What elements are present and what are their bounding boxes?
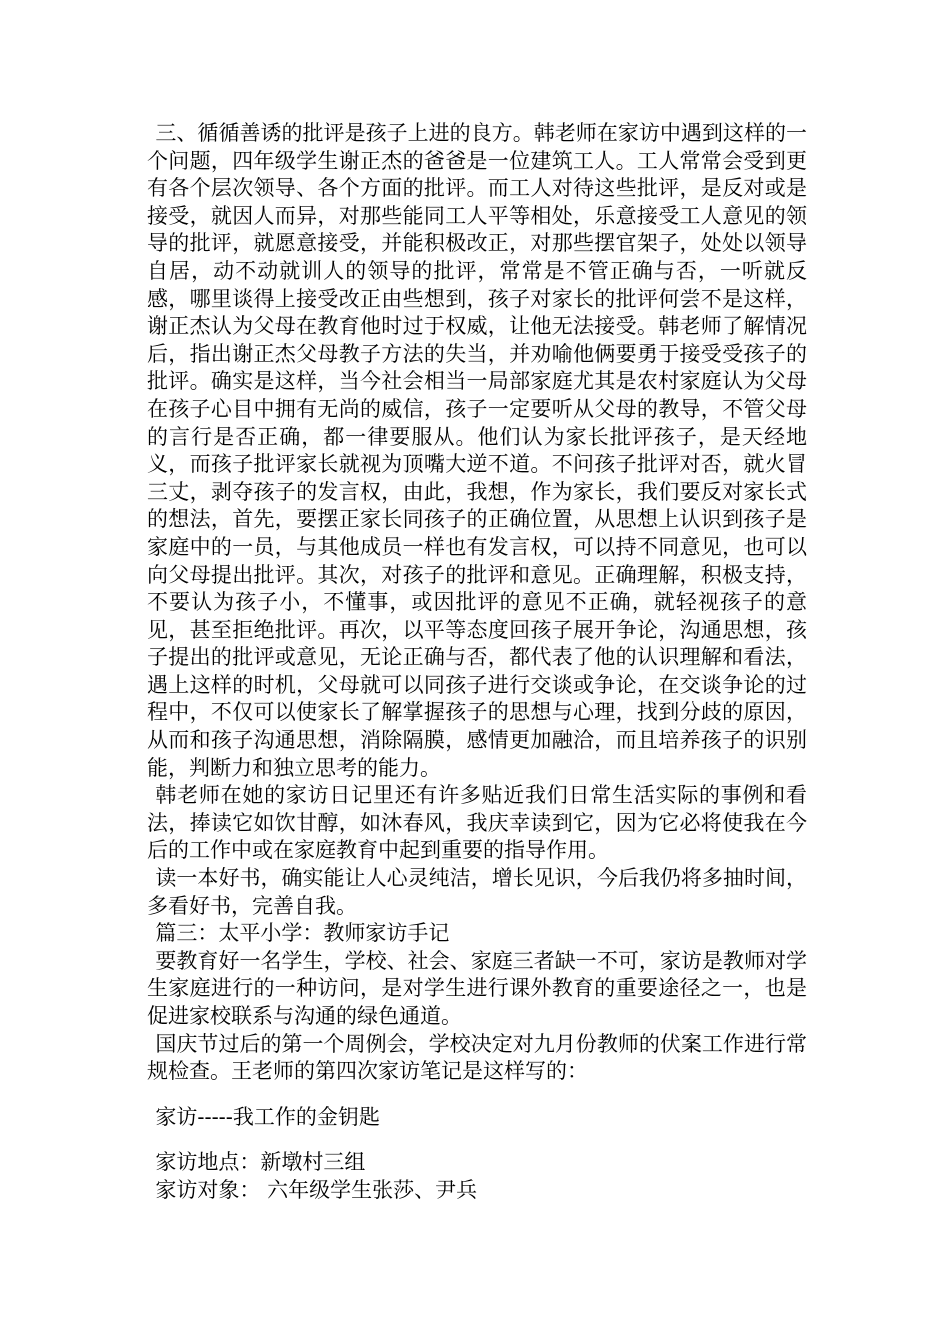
entry-title: 家访-----我工作的金钥匙	[155, 1104, 380, 1129]
visit-place: 家访地点：新墩村三组	[155, 1150, 366, 1175]
paragraph-weekly-meeting: 国庆节过后的第一个周例会，学校决定对九月份教师的伏案工作进行常规检查。王老师的第四次家访笔记是这样写的：	[147, 1031, 807, 1084]
paragraph-good-book: 读一本好书，确实能让人心灵纯洁，增长见识，今后我仍将多抽时间，多看好书，完善自我。	[147, 866, 807, 918]
paragraph-home-visit-intro: 要教育好一名学生，学校、社会、家庭三者缺一不可，家访是教师对学生家庭进行的一种访问，是对学生进行课外教育的重要途径之一，也是促进家校联系与沟通的绿色通道。	[147, 948, 807, 1028]
paragraph-criticism: 三、循循善诱的批评是孩子上进的良方。韩老师在家访中遇到这样的一个问题，四年级学生谢正杰的爸爸是一位建筑工人。工人常常会受到更有各个层次领导、各个方面的批评。而工人对待这些批评，是反对或是接受，就因人而异，对那些能同工人平等相处，乐意接受工人意见的领导的批评，就愿意接受，并能积极改正，对那些摆官架子，处处以领导自居，动不动就训人的领导的批评，常常是不管正确与否，一听就反感，哪里谈得上接受改正由些想到，孩子对家长的批评何尝不是这样，谢正杰认为父母在教育他时过于权威，让他无法接受。韩老师了解情况后，指出谢正杰父母教子方法的失当，并劝喻他俩要勇于接受受孩子的批评。确实是这样，当今社会相当一局部家庭尤其是农村家庭认为父母在孩子心目中拥有无尚的威信，孩子一定要听从父母的教导，不管父母的言行是否正确，都一律要服从。他们认为家长批评孩子，是天经地义，而孩子批评家长就视为顶嘴大逆不道。不问孩子批评对否，就火冒三丈，剥夺孩子的发言权，由此，我想，作为家长，我们要反对家长式的想法，首先，要摆正家长同孩子的正确位置，从思想上认识到孩子是家庭中的一员，与其他成员一样也有发言权，可以持不同意见，也可以向父母提出批评。其次，对孩子的批评和意见。正确理解，积极支持，不要认为孩子小，不懂事，或因批评的意见不正确，就轻视孩子的意见，甚至拒绝批评。再次，以平等态度回孩子展开争论，沟通思想，孩子提出的批评或意见，无论正确与否，都代表了他的认识理解和看法，遇上这样的时机，父母就可以同孩子进行交谈或争论，在交谈争论的过程中，不仅可以使家长了解掌握孩子的思想与心理，找到分歧的原因，从而和孩子沟通思想，消除隔膜，感情更加融洽，而且培养孩子的识别能，判断力和独立思考的能力。	[147, 121, 807, 780]
document-page	[147, 120, 807, 1205]
paragraph-diary-reflection: 韩老师在她的家访日记里还有许多贴近我们日常生活实际的事例和看法，捧读它如饮甘醇，如沐春风，我庆幸读到它，因为它必将使我在今后的工作中或在家庭教育中起到重要的指导作用。	[147, 783, 807, 863]
visit-target: 家访对象： 六年级学生张莎、尹兵	[155, 1177, 478, 1202]
section-heading: 篇三：太平小学：教师家访手记	[155, 921, 450, 946]
